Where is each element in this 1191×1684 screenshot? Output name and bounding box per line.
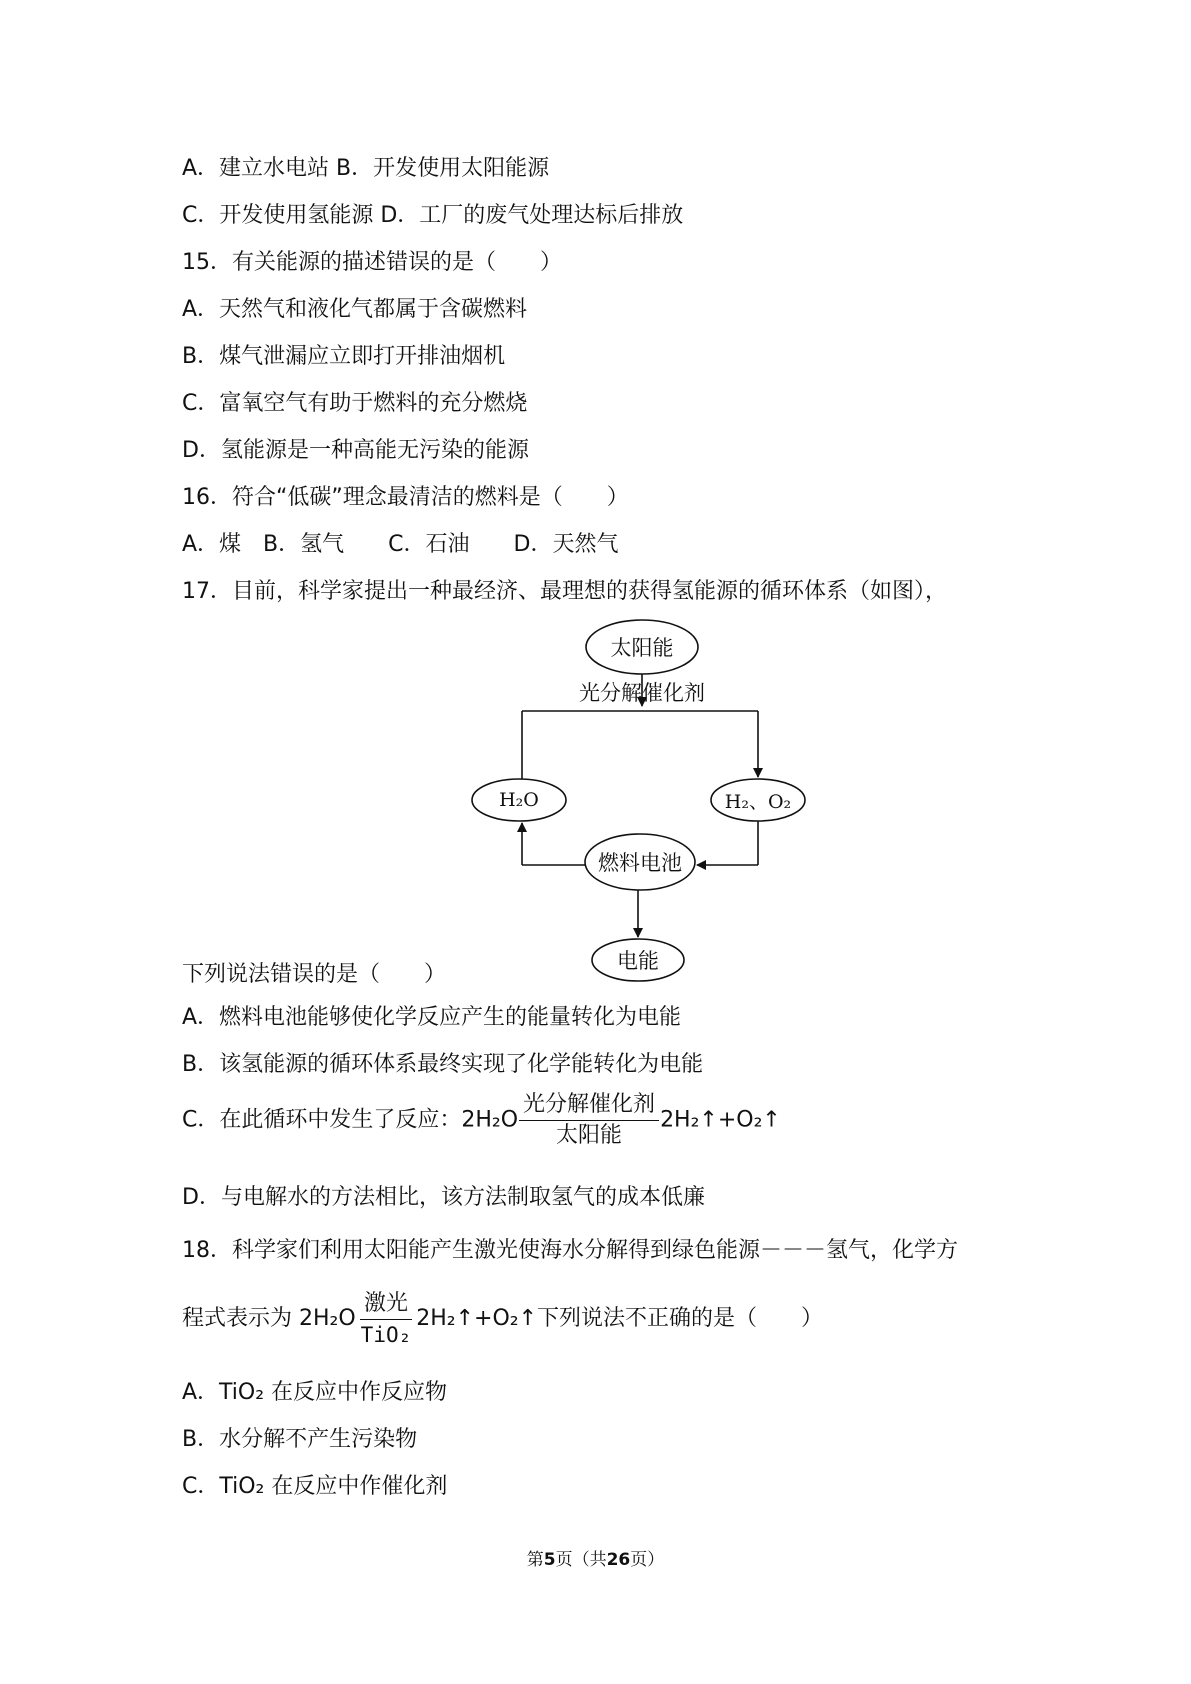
q14-option-cd: C．开发使用氢能源 D．工厂的废气处理达标后排放	[182, 203, 684, 228]
q18-stem-prefix: 程式表示为 2H₂O	[182, 1306, 356, 1331]
q17-c-products: 2H₂↑+O₂↑	[660, 1107, 781, 1133]
footer-suffix: 页）	[630, 1550, 665, 1570]
q15-stem: 15．有关能源的描述错误的是（ ）	[182, 250, 562, 275]
footer-total-pages: 26	[606, 1550, 631, 1570]
q15-option-a: A．天然气和液化气都属于含碳燃料	[182, 297, 528, 322]
q18-option-c: C．TiO₂ 在反应中作催化剂	[182, 1474, 448, 1499]
q15-option-c: C．富氧空气有助于燃料的充分燃烧	[182, 391, 528, 416]
q18-option-b: B．水分解不产生污染物	[182, 1427, 418, 1452]
q18-condition	[357, 1289, 416, 1350]
q17-option-c	[182, 1090, 781, 1151]
q17-option-a: A．燃料电池能够使化学反应产生的能量转化为电能	[182, 1005, 682, 1030]
fuel-cell-label: 燃料电池	[598, 851, 682, 875]
q15-option-d: D．氢能源是一种高能无污染的能源	[182, 438, 529, 463]
q17-option-b: B．该氢能源的循环体系最终实现了化学能转化为电能	[182, 1052, 704, 1077]
q17-c-condition-bottom: 太阳能	[556, 1123, 623, 1148]
q17-c-prefix: C．在此循环中发生了反应：2H₂O	[182, 1107, 519, 1133]
footer-middle: 页（共	[555, 1550, 607, 1570]
catalyst-label: 光分解催化剂	[579, 681, 705, 705]
q18-condition-top: 激光	[360, 1289, 412, 1320]
q15-option-b: B．煤气泄漏应立即打开排油烟机	[182, 344, 506, 369]
q17-c-condition-top: 光分解催化剂	[519, 1090, 659, 1121]
q17-c-condition	[519, 1090, 659, 1151]
q16-stem: 16．符合“低碳”理念最清洁的燃料是（ ）	[182, 485, 629, 510]
q18-stem-line2	[182, 1287, 823, 1351]
q17-option-d: D．与电解水的方法相比，该方法制取氢气的成本低廉	[182, 1185, 705, 1210]
gases-label: H₂、O₂	[724, 790, 792, 813]
q17-tail: 下列说法错误的是（ ）	[182, 962, 447, 987]
electricity-label: 电能	[617, 949, 659, 973]
footer-prefix: 第	[526, 1550, 544, 1570]
q14-option-ab: A．建立水电站 B．开发使用太阳能源	[182, 156, 550, 181]
q18-condition-bottom: TiO₂	[360, 1322, 412, 1347]
hydrogen-cycle-diagram	[460, 618, 820, 993]
q18-stem-line1: 18．科学家们利用太阳能产生激光使海水分解得到绿色能源－－－氢气，化学方	[182, 1238, 958, 1263]
q16-options: A．煤 B．氢气 C．石油 D．天然气	[182, 532, 619, 557]
page-footer	[0, 1545, 1191, 1570]
q18-option-a: A．TiO₂ 在反应中作反应物	[182, 1380, 448, 1405]
footer-page-number: 5	[543, 1550, 556, 1570]
solar-label: 太阳能	[610, 636, 674, 660]
q18-stem-suffix: 2H₂↑+O₂↑下列说法不正确的是（ ）	[416, 1306, 824, 1331]
q17-stem: 17．目前，科学家提出一种最经济、最理想的获得氢能源的循环体系（如图），	[182, 579, 947, 604]
water-label: H₂O	[499, 789, 539, 811]
